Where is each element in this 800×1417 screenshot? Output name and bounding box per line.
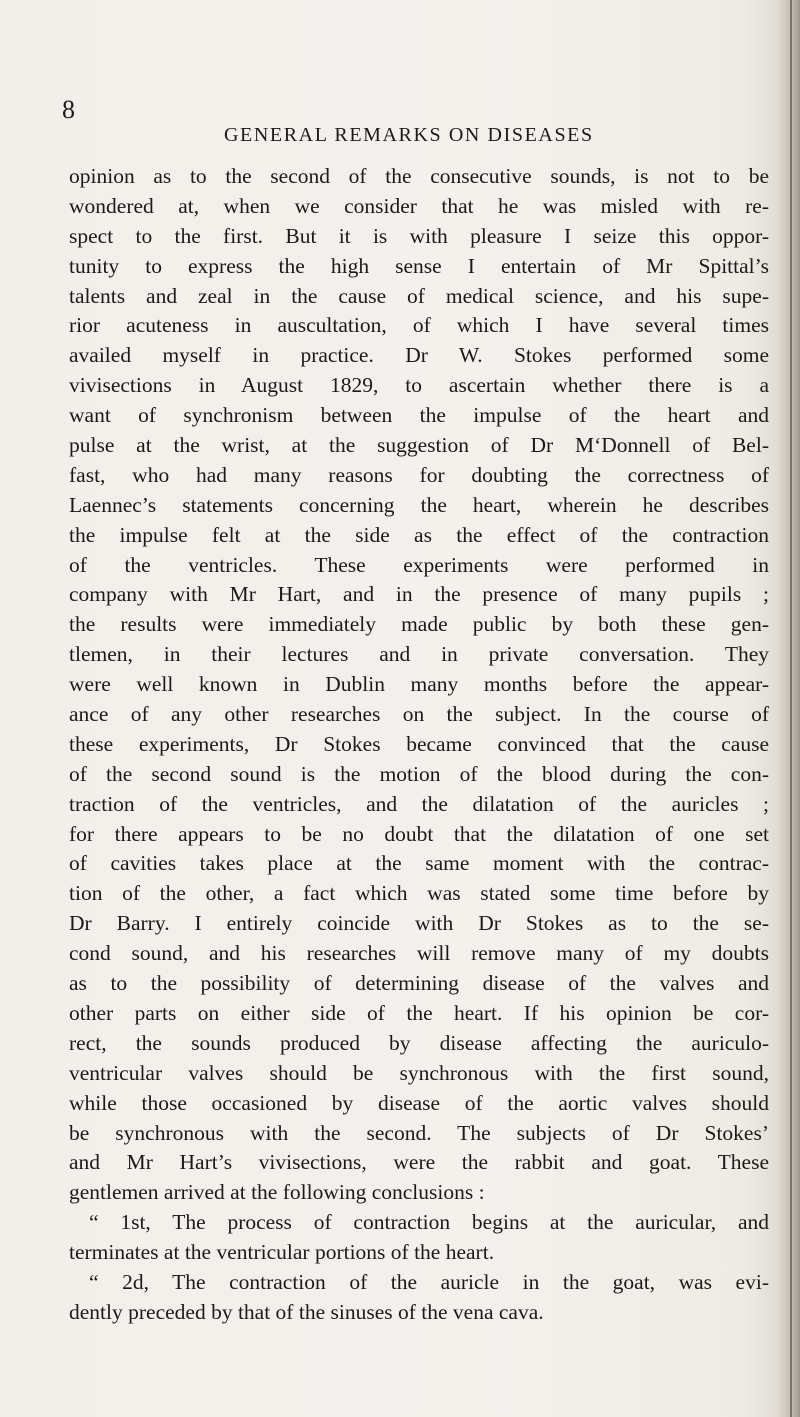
text-line: while those occasioned by disease of the aortic valves should: [69, 1090, 769, 1115]
text-line: dently preceded by that of the sinuses of the vena cava.: [69, 1299, 544, 1324]
page-binding-shadow: [778, 0, 800, 1417]
text-line: pulse at the wrist, at the suggestion of Dr M‘Donnell of Bel-: [69, 433, 769, 458]
text-line: availed myself in practice. Dr W. Stokes performed some: [69, 343, 769, 368]
text-line: these experiments, Dr Stokes became convinced that the cause: [69, 731, 769, 756]
text-line: wondered at, when we consider that he was misled with re-: [69, 193, 769, 218]
text-line: tlemen, in their lectures and in private conversation. They: [69, 642, 769, 667]
text-line: of the second sound is the motion of the blood during the con-: [69, 761, 769, 786]
text-line: of cavities takes place at the same moment with the contrac-: [69, 851, 769, 876]
text-line: Dr Barry. I entirely coincide with Dr Stokes as to the se-: [69, 911, 769, 936]
text-line: spect to the first. But it is with pleasure I seize this oppor-: [69, 223, 769, 248]
text-line: “ 2d, The contraction of the auricle in the goat, was evi-: [89, 1269, 769, 1294]
text-line: terminates at the ventricular portions of the heart.: [69, 1240, 495, 1265]
text-line: vivisections in August 1829, to ascertain whether there is a: [69, 373, 769, 398]
text-line: ance of any other researches on the subject. In the course of: [69, 702, 769, 727]
text-line: the impulse felt at the side as the effect of the contraction: [69, 522, 769, 547]
text-line: be synchronous with the second. The subjects of Dr Stokes’: [69, 1120, 769, 1145]
text-line: as to the possibility of determining disease of the valves and: [69, 971, 769, 996]
text-line: of the ventricles. These experiments were performed in: [69, 552, 769, 577]
text-line: want of synchronism between the impulse of the heart and: [69, 403, 769, 428]
text-line: opinion as to the second of the consecutive sounds, is not to be: [69, 164, 769, 188]
text-line: ventricular valves should be synchronous with the first sound,: [69, 1060, 769, 1085]
text-line: for there appears to be no doubt that the dilatation of one set: [69, 821, 769, 846]
body-text: [69, 162, 769, 1328]
text-line: cond sound, and his researches will remove many of my doubts: [69, 941, 769, 966]
text-line: the results were immediately made public by both these gen-: [69, 612, 769, 637]
running-head: GENERAL REMARKS ON DISEASES: [224, 124, 594, 146]
text-line: traction of the ventricles, and the dilatation of the auricles ;: [69, 791, 769, 816]
text-line: rect, the sounds produced by disease affecting the auriculo-: [69, 1030, 769, 1055]
text-line: fast, who had many reasons for doubting the correctness of: [69, 462, 769, 487]
text-line: tion of the other, a fact which was stated some time before by: [69, 881, 769, 906]
text-line: were well known in Dublin many months before the appear-: [69, 672, 769, 697]
text-line: and Mr Hart’s vivisections, were the rabbit and goat. These: [69, 1150, 769, 1175]
text-line: other parts on either side of the heart. If his opinion be cor-: [69, 1000, 769, 1025]
page-binding-edge: [790, 0, 792, 1417]
text-line: tunity to express the high sense I entertain of Mr Spittal’s: [69, 253, 769, 278]
text-line: rior acuteness in auscultation, of which I have several times: [69, 313, 769, 338]
text-line: Laennec’s statements concerning the heart, wherein he describes: [69, 492, 769, 517]
text-line: gentlemen arrived at the following conclusions :: [69, 1180, 485, 1205]
page-number: 8: [62, 95, 75, 124]
text-line: talents and zeal in the cause of medical science, and his supe-: [69, 283, 769, 308]
text-line: company with Mr Hart, and in the presence of many pupils ;: [69, 582, 769, 607]
text-line: “ 1st, The process of contraction begins at the auricular, and: [89, 1210, 769, 1235]
